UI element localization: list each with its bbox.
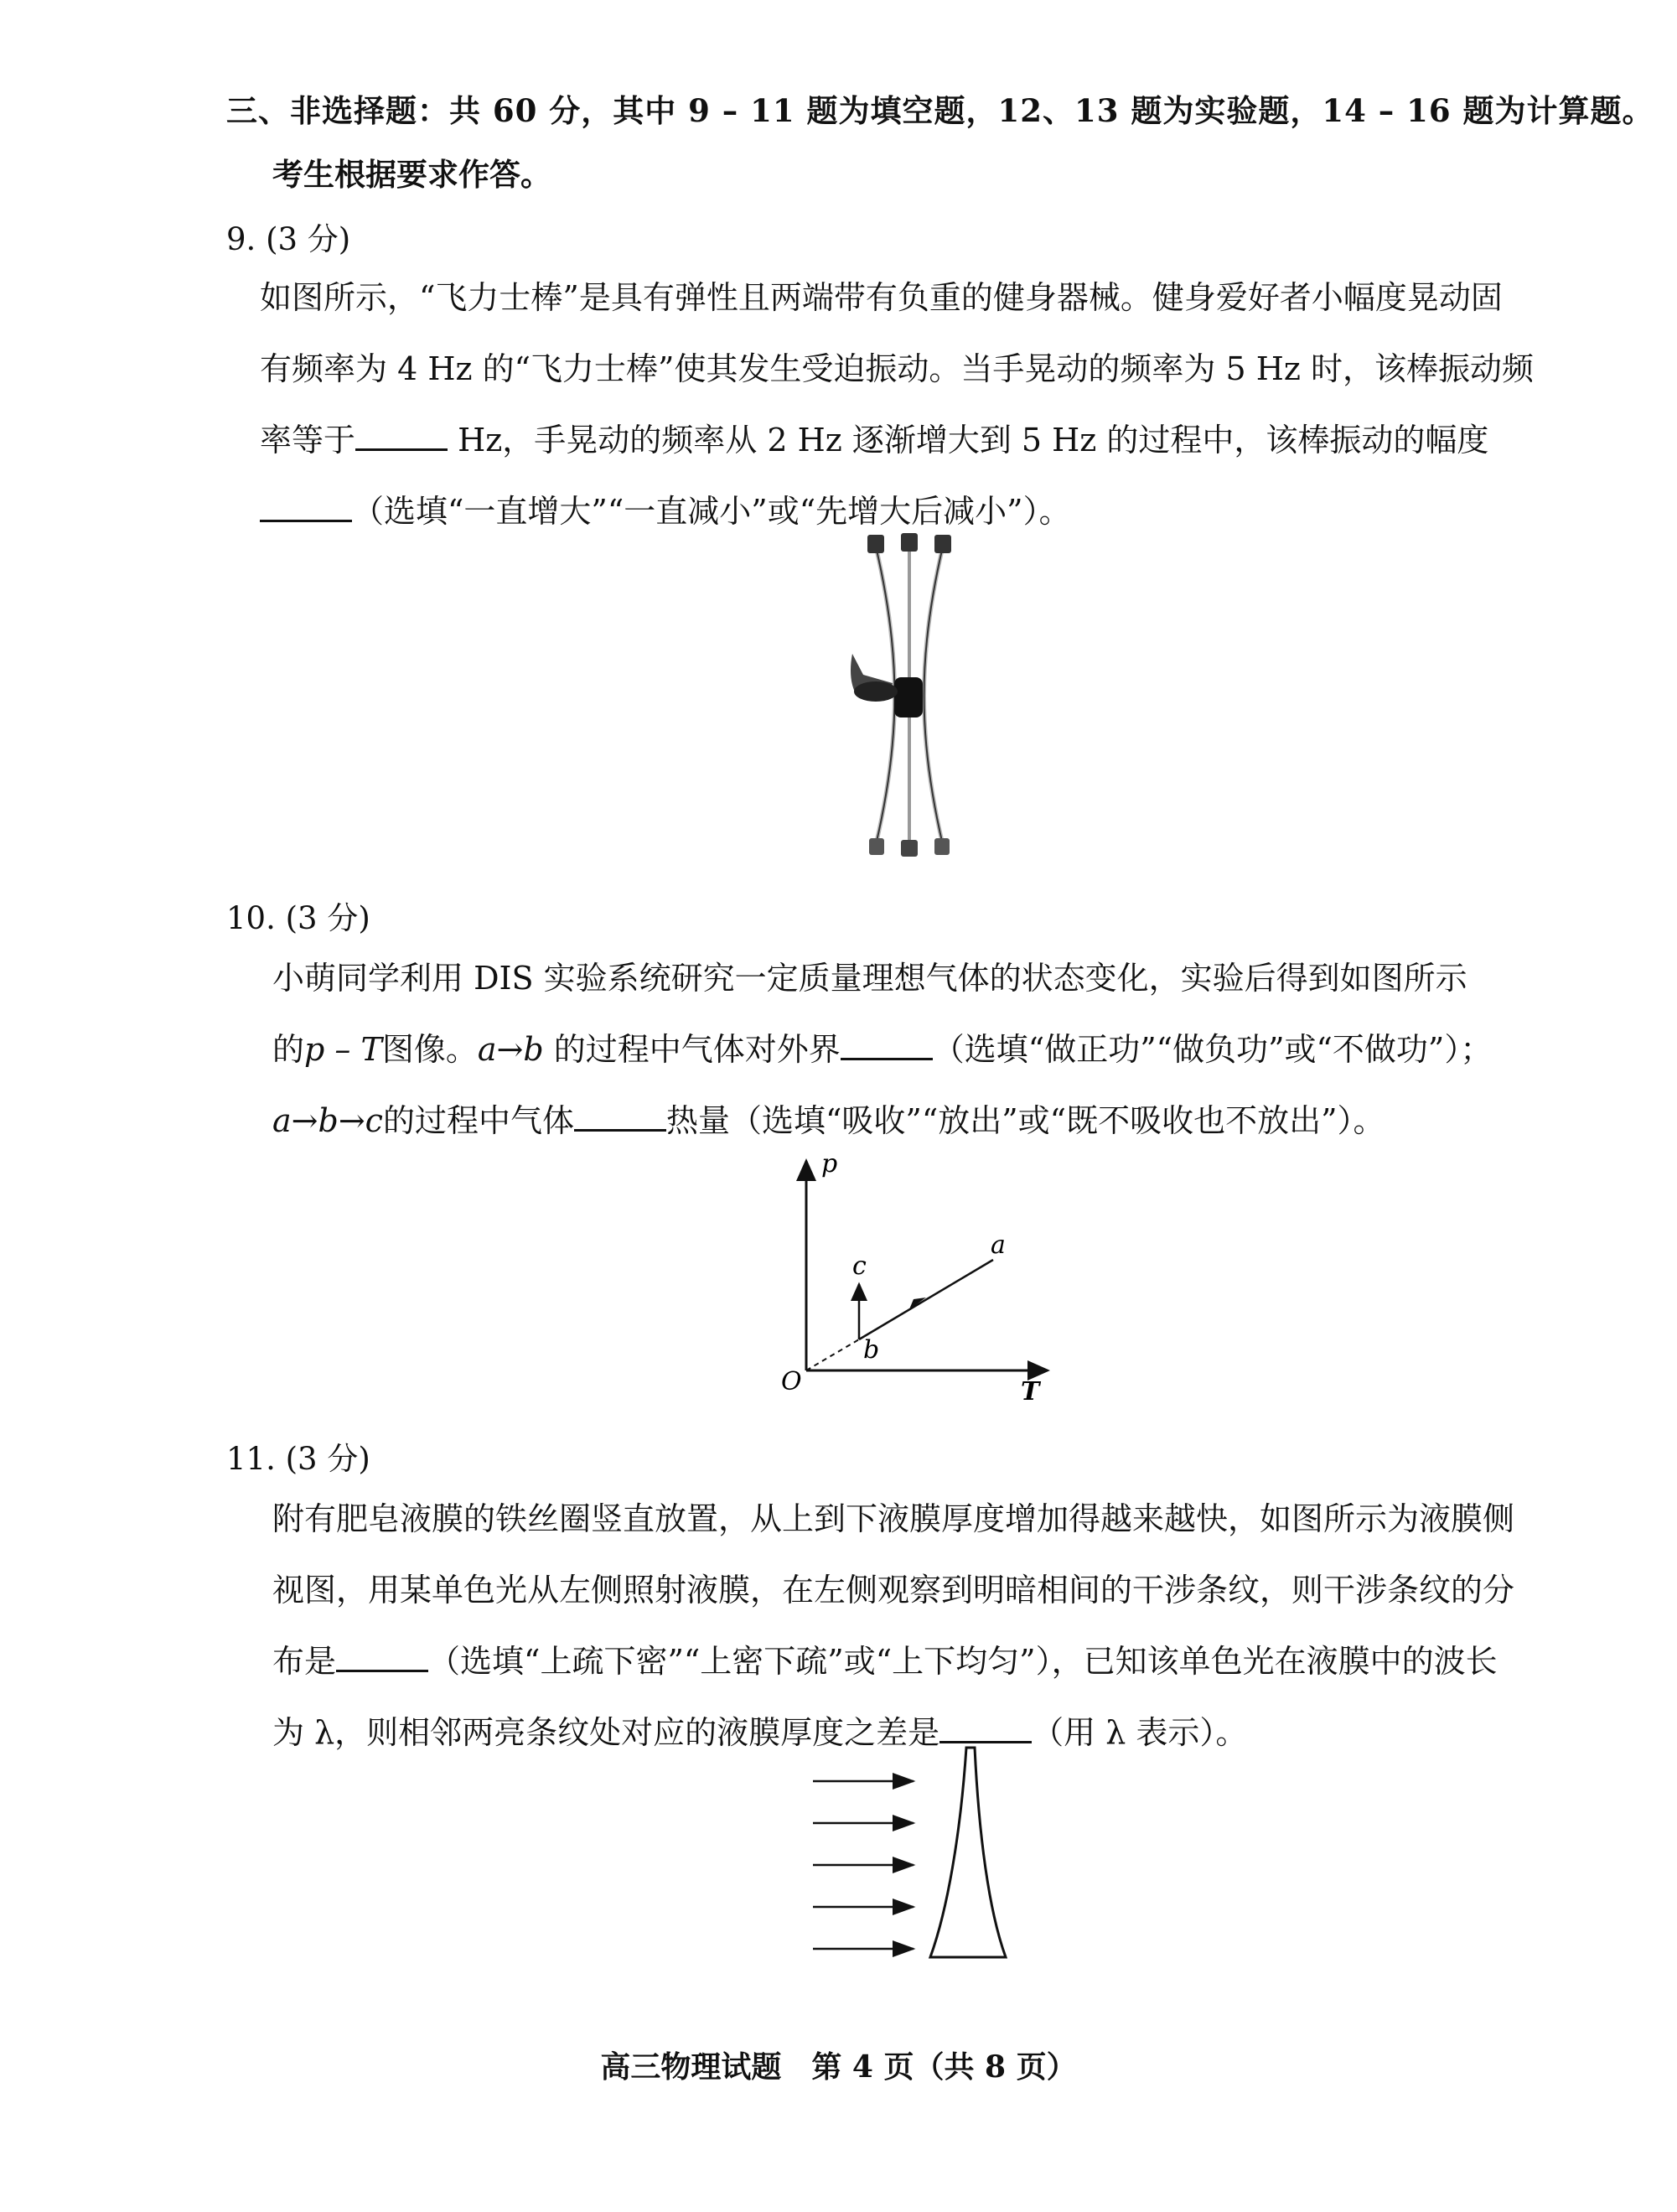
section-heading-line2: 考生根据要求作答。 bbox=[272, 156, 551, 193]
q11-line-3: 布是 （选填“上疏下密”“上密下疏”或“上下均匀”），已知该单色光在液膜中的波长 bbox=[272, 1643, 1498, 1680]
x-axis-label: T bbox=[1021, 1377, 1040, 1406]
q11-line-4: 为 λ，则相邻两亮条纹处对应的液膜厚度之差是 （用 λ 表示）。 bbox=[272, 1714, 1248, 1751]
incident-light-arrows bbox=[813, 1781, 914, 1949]
question-10-number: 10. (3 分) bbox=[226, 900, 370, 936]
origin-label: O bbox=[781, 1367, 802, 1396]
page-footer: 高三物理试题 第 4 页（共 8 页） bbox=[600, 2049, 1077, 2085]
q9-line-1: 如图所示，“飞力士棒”是具有弹性且两端带有负重的健身器械。健身爱好者小幅度晃动固 bbox=[260, 279, 1503, 316]
y-axis-label: p bbox=[821, 1149, 838, 1179]
question-9-number: 9. (3 分) bbox=[226, 221, 351, 257]
q10-line-1: 小萌同学利用 DIS 实验系统研究一定质量理想气体的状态变化，实验后得到如图所示 bbox=[272, 960, 1467, 997]
soap-film-profile bbox=[930, 1748, 1006, 1957]
q11-blank-1[interactable] bbox=[336, 1645, 428, 1672]
line-a-b bbox=[859, 1260, 993, 1339]
q11-line-1: 附有肥皂液膜的铁丝圈竖直放置，从上到下液膜厚度增加得越来越快，如图所示为液膜侧 bbox=[272, 1500, 1515, 1537]
point-a-label: a bbox=[991, 1230, 1006, 1260]
q9-line-3: 率等于 Hz，手晃动的频率从 2 Hz 逐渐增大到 5 Hz 的过程中，该棒振动的幅度 bbox=[260, 422, 1489, 458]
q10-blank-2[interactable] bbox=[574, 1104, 666, 1132]
question-11-text bbox=[272, 1484, 1514, 1769]
point-b-label: b bbox=[863, 1335, 880, 1365]
q9-blank-2[interactable] bbox=[260, 495, 352, 522]
q10-line-2: 的p – T图像。a→b 的过程中气体对外界 （选填“做正功”“做负功”或“不做功”）； bbox=[272, 1031, 1493, 1068]
point-c-label: c bbox=[852, 1251, 867, 1281]
dashed-extension bbox=[806, 1339, 859, 1370]
q10-blank-1[interactable] bbox=[841, 1033, 933, 1060]
q9-blank-1[interactable] bbox=[355, 423, 448, 451]
flexi-bar-figure bbox=[842, 528, 976, 863]
question-9-text bbox=[260, 262, 1534, 547]
q11-blank-2[interactable] bbox=[939, 1716, 1032, 1743]
question-10-text bbox=[272, 943, 1492, 1157]
section-heading: 三、非选择题：共 60 分，其中 9 – 11 题为填空题，12、13 题为实验题，14 – 16 题为计算题。 bbox=[226, 92, 1654, 129]
q11-line-2: 视图，用某单色光从左侧照射液膜，在左侧观察到明暗相间的干涉条纹，则干涉条纹的分 bbox=[272, 1572, 1515, 1608]
question-11-number: 11. (3 分) bbox=[226, 1441, 370, 1477]
q9-line-4: （选填“一直增大”“一直减小”或“先增大后减小”）。 bbox=[260, 476, 1534, 547]
soap-film-figure bbox=[805, 1743, 1022, 1970]
q10-line-3: a→b→c的过程中气体 热量（选填“吸收”“放出”或“既不吸收也不放出”）。 bbox=[272, 1102, 1385, 1139]
q9-line-2: 有频率为 4 Hz 的“飞力士棒”使其发生受迫振动。当手晃动的频率为 5 Hz 时，该棒振动频 bbox=[260, 350, 1535, 387]
p-t-graph bbox=[771, 1148, 1056, 1408]
